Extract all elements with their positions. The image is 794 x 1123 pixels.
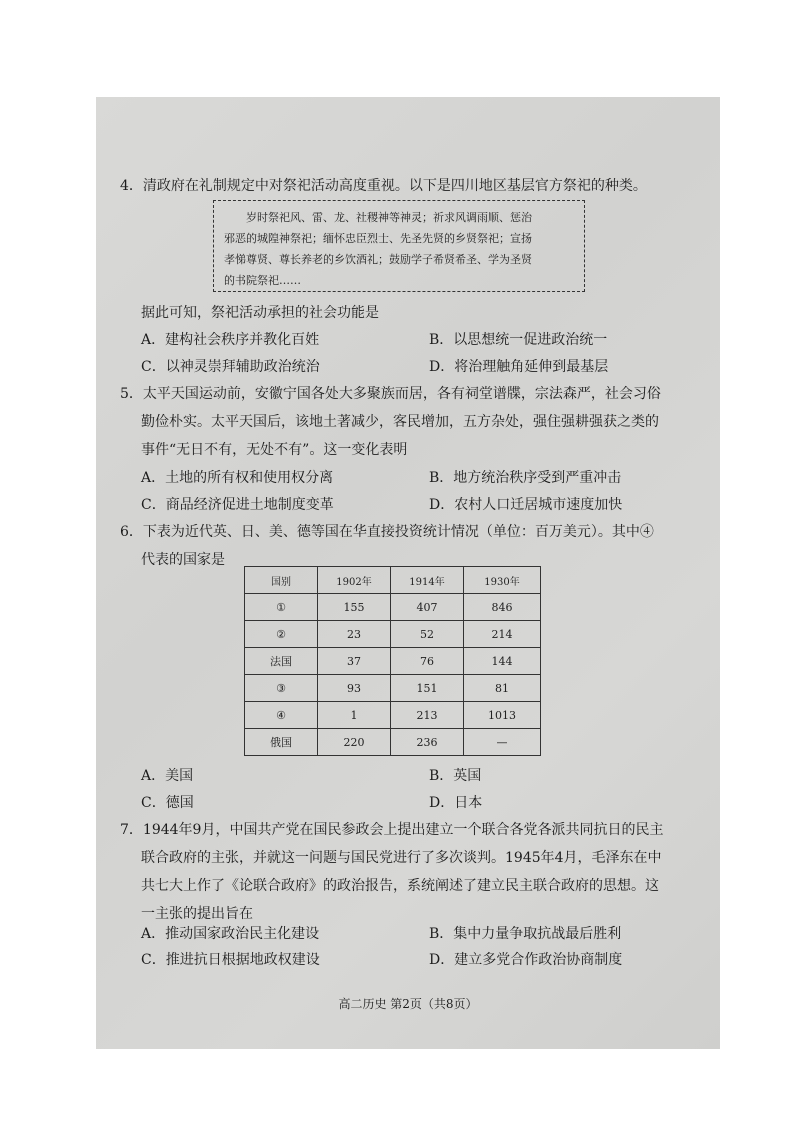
table-cell: 846 (464, 594, 541, 621)
q7-option-d: D．建立多党合作政治协商制度 (429, 952, 623, 968)
table-row (245, 621, 541, 648)
q4-quote-line: 的书院祭祀…… (224, 274, 301, 287)
q4-stem: 4．清政府在礼制规定中对祭祀活动高度重视。以下是四川地区基层官方祭祀的种类。 (120, 178, 647, 194)
table-cell: 俄国 (245, 729, 318, 756)
table-cell: 407 (391, 594, 464, 621)
q4-option-b: B．以思想统一促进政治统一 (429, 332, 608, 348)
q4-quote-line: 邪恶的城隍神祭祀；缅怀忠臣烈士、先圣先贤的乡贤祭祀；宣扬 (224, 232, 532, 245)
table-cell: 81 (464, 675, 541, 702)
q4-ask: 据此可知，祭祀活动承担的社会功能是 (141, 305, 379, 321)
q5-option-a: A．土地的所有权和使用权分离 (141, 470, 334, 486)
table-row (245, 594, 541, 621)
q5-option-d: D．农村人口迁居城市速度加快 (429, 497, 623, 513)
q6-stem-line: 6．下表为近代英、日、美、德等国在华直接投资统计情况（单位：百万美元）。其中④ (120, 524, 654, 540)
q4-quote-line: 孝悌尊贤、尊长养老的乡饮酒礼；鼓励学子希贤希圣、学为圣贤 (224, 253, 532, 266)
q5-option-b: B．地方统治秩序受到严重冲击 (429, 470, 622, 486)
table-cell: 151 (391, 675, 464, 702)
table-cell: 1013 (464, 702, 541, 729)
table-row (245, 729, 541, 756)
q4-option-d: D．将治理触角延伸到最基层 (429, 359, 609, 375)
table-header-cell: 国别 (245, 567, 318, 594)
q7-option-a: A．推动国家政治民主化建设 (141, 926, 320, 942)
q5-stem-line: 事件“无日不有，无处不有”。这一变化表明 (141, 442, 408, 458)
table-row (245, 702, 541, 729)
q6-stem-line: 代表的国家是 (141, 552, 225, 568)
table-cell: 220 (318, 729, 391, 756)
table-cell: 1 (318, 702, 391, 729)
table-cell: 144 (464, 648, 541, 675)
q5-option-c: C．商品经济促进土地制度变革 (141, 497, 334, 513)
table-row (245, 675, 541, 702)
table-cell: ① (245, 594, 318, 621)
q7-stem-line: 7．1944年9月，中国共产党在国民参政会上提出建立一个联合各党各派共同抗日的民主 (120, 822, 664, 838)
q6-option-d: D．日本 (429, 795, 483, 811)
table-cell: ③ (245, 675, 318, 702)
q7-stem-line: 一主张的提出旨在 (141, 906, 253, 922)
page-footer: 高二历史 第2页（共8页） (338, 997, 478, 1011)
table-cell: 155 (318, 594, 391, 621)
table-cell: 法国 (245, 648, 318, 675)
q6-option-b: B．英国 (429, 768, 482, 784)
table-cell: 37 (318, 648, 391, 675)
q4-option-c: C．以神灵崇拜辅助政治统治 (141, 359, 320, 375)
table-cell: 52 (391, 621, 464, 648)
table-header-cell: 1902年 (318, 567, 391, 594)
q4-quote-line: 岁时祭祀风、雷、龙、社稷神等神灵；祈求风调雨顺、惩治 (246, 211, 532, 224)
q7-stem-line: 共七大上作了《论联合政府》的政治报告，系统阐述了建立民主联合政府的思想。这 (141, 878, 659, 894)
table-cell: 93 (318, 675, 391, 702)
table-header-cell: 1930年 (464, 567, 541, 594)
q7-option-c: C．推进抗日根据地政权建设 (141, 952, 320, 968)
table-header-cell: 1914年 (391, 567, 464, 594)
investment-table (244, 566, 541, 756)
exam-page (96, 97, 720, 1049)
table-header-row (245, 567, 541, 594)
q4-quote-box (213, 200, 585, 292)
q6-option-c: C．德国 (141, 795, 194, 811)
table-cell: 214 (464, 621, 541, 648)
q6-option-a: A．美国 (141, 768, 194, 784)
table-cell: 23 (318, 621, 391, 648)
q4-option-a: A．建构社会秩序并教化百姓 (141, 332, 320, 348)
table-cell: 213 (391, 702, 464, 729)
q5-stem-line: 勤俭朴实。太平天国后，该地土著减少，客民增加，五方杂处，强住强耕强获之类的 (141, 414, 659, 430)
q7-stem-line: 联合政府的主张，并就这一问题与国民党进行了多次谈判。1945年4月，毛泽东在中 (141, 850, 662, 866)
table-cell: ④ (245, 702, 318, 729)
table-row (245, 648, 541, 675)
table-cell: 236 (391, 729, 464, 756)
table-cell: 76 (391, 648, 464, 675)
table-cell: — (464, 729, 541, 756)
table-cell: ② (245, 621, 318, 648)
q5-stem-line: 5．太平天国运动前，安徽宁国各处大多聚族而居，各有祠堂谱牒，宗法森严，社会习俗 (120, 386, 661, 402)
q7-option-b: B．集中力量争取抗战最后胜利 (429, 926, 622, 942)
